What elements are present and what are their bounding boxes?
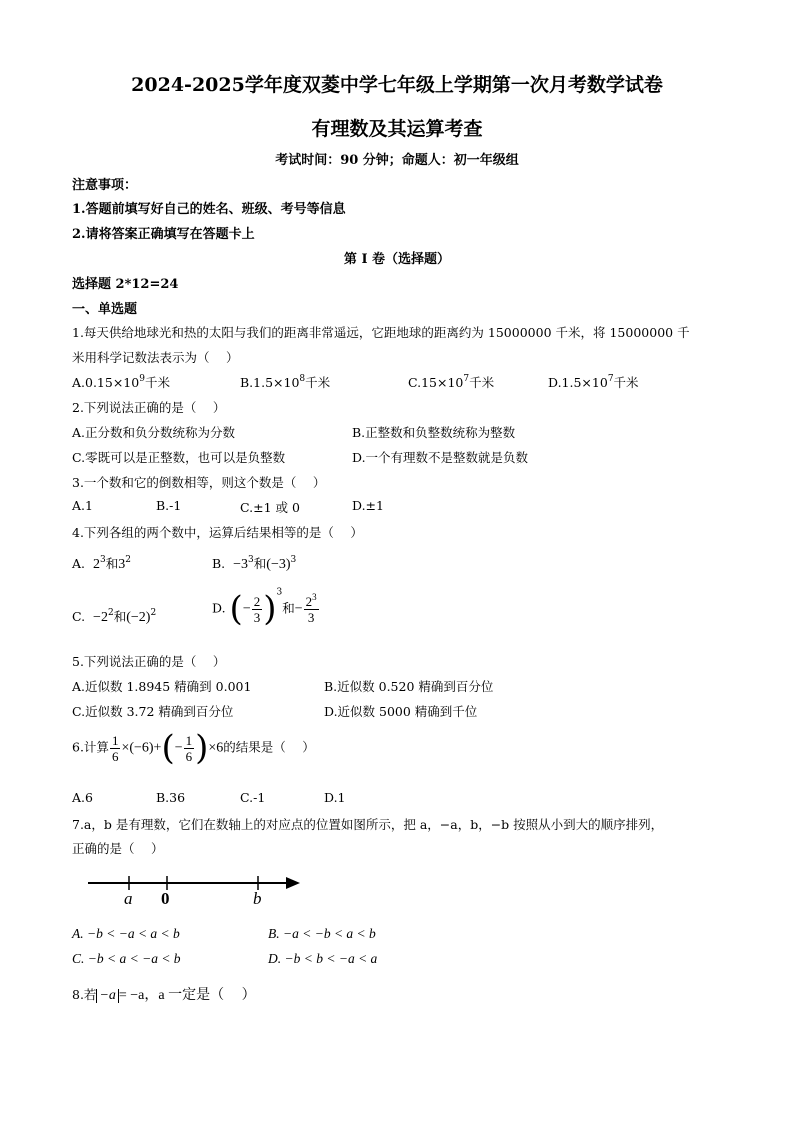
notice-item: 2.请将答案正确填写在答题卡上 <box>72 227 255 242</box>
q3-option-a: A.1 <box>72 498 93 513</box>
q7-option-d: D. −b < b < −a < a <box>268 951 378 966</box>
q4-stem: 4.下列各组的两个数中，运算后结果相等的是（ ） <box>72 525 363 540</box>
q6-option-b: B.36 <box>156 790 186 805</box>
number-line-arrow <box>286 877 300 889</box>
q5-option-a: A.近似数 1.8945 精确到 0.001 <box>72 679 252 694</box>
q6-stem: 6.计算 $\frac{1}{6}$ ×(−6)+(− $\frac{1}{6}$ )×6的结果是（ ） <box>72 728 315 768</box>
q4-option-a: A. $2^3$和$3^2$ <box>72 555 131 572</box>
exam-subtitle: 有理数及其运算考查 <box>311 118 483 140</box>
q1-option-b: $B.1.5\times 10^8$千米 <box>240 374 331 390</box>
q2-option-a: A.正分数和负分数统称为分数 <box>72 425 236 440</box>
q2-option-d: D.一个有理数不是整数就是负数 <box>352 450 529 465</box>
q2-option-b: B.正整数和负整数统称为整数 <box>352 425 516 440</box>
q4-option-b: B. $-3^3$和$(-3)^3$ <box>212 555 297 572</box>
q1-stem-cont: 米用科学记数法表示为（ ） <box>72 350 239 365</box>
label-a: a <box>124 889 133 908</box>
q3-stem: 3.一个数和它的倒数相等，则这个数是（ ） <box>72 475 326 490</box>
q5-option-b: B.近似数 0.520 精确到百分位 <box>324 679 494 694</box>
q1-option-d: $D.1.5\times 10^7$千米 <box>548 374 639 390</box>
q5-option-d: D.近似数 5000 精确到千位 <box>324 704 478 719</box>
q8-stem: 8.若 −a = −a，a 一定是（ ） <box>72 987 256 1003</box>
q7-stem-cont: 正确的是（ ） <box>72 841 164 856</box>
label-zero: 0 <box>161 889 170 908</box>
q7-option-a: A. −b < −a < a < b <box>72 926 180 941</box>
label-b: b <box>253 889 262 908</box>
q6-option-c: C.-1 <box>240 790 266 805</box>
q2-option-c: C.零既可以是正整数，也可以是负整数 <box>72 450 286 465</box>
q6-option-a: A.6 <box>72 790 93 805</box>
q4-option-d: D. (− $\frac{2}{3}$ )$^3$和− $\frac{2^3}{3}$ <box>212 587 317 629</box>
notice-heading: 注意事项： <box>72 178 138 193</box>
q5-stem: 5.下列说法正确的是（ ） <box>72 654 226 669</box>
q3-option-c: C.±1 或 0 <box>240 500 300 515</box>
volume-heading: 第 I 卷（选择题） <box>343 252 451 267</box>
exam-title: 2024-2025学年度双菱中学七年级上学期第一次月考数学试卷 <box>131 74 663 96</box>
q6-option-d: D.1 <box>324 790 346 805</box>
q3-option-d: D.±1 <box>352 498 384 513</box>
q7-stem: 7.a，b 是有理数，它们在数轴上的对应点的位置如图所示，把 a，−a，b，−b 按照从小到大的顺序排列， <box>72 817 664 832</box>
score-rule: 选择题 2*12=24 <box>72 277 179 292</box>
part-heading: 一、单选题 <box>72 302 138 317</box>
q7-option-c: C. −b < a < −a < b <box>72 951 181 966</box>
q4-option-c: C. $-2^2$和$(-2)^2$ <box>72 608 157 625</box>
q7-option-b: B. −a < −b < a < b <box>268 926 376 941</box>
q2-stem: 2.下列说法正确的是（ ） <box>72 400 226 415</box>
q5-option-c: C.近似数 3.72 精确到百分位 <box>72 704 234 719</box>
q1-option-c: $C.15\times 10^7$千米 <box>408 374 495 390</box>
number-line-figure <box>86 868 306 910</box>
q3-option-b: B.-1 <box>156 498 182 513</box>
exam-info: 考试时间：90 分钟；命题人：初一年级组 <box>275 153 519 168</box>
notice-item: 1.答题前填写好自己的姓名、班级、考号等信息 <box>72 202 346 217</box>
q1-option-a: $A.0.15\times 10^9$千米 <box>72 374 170 390</box>
q1-stem: 1.每天供给地球光和热的太阳与我们的距离非常遥远，它距地球的距离约为 15000000 千米，将 15000000 千 <box>72 325 690 340</box>
